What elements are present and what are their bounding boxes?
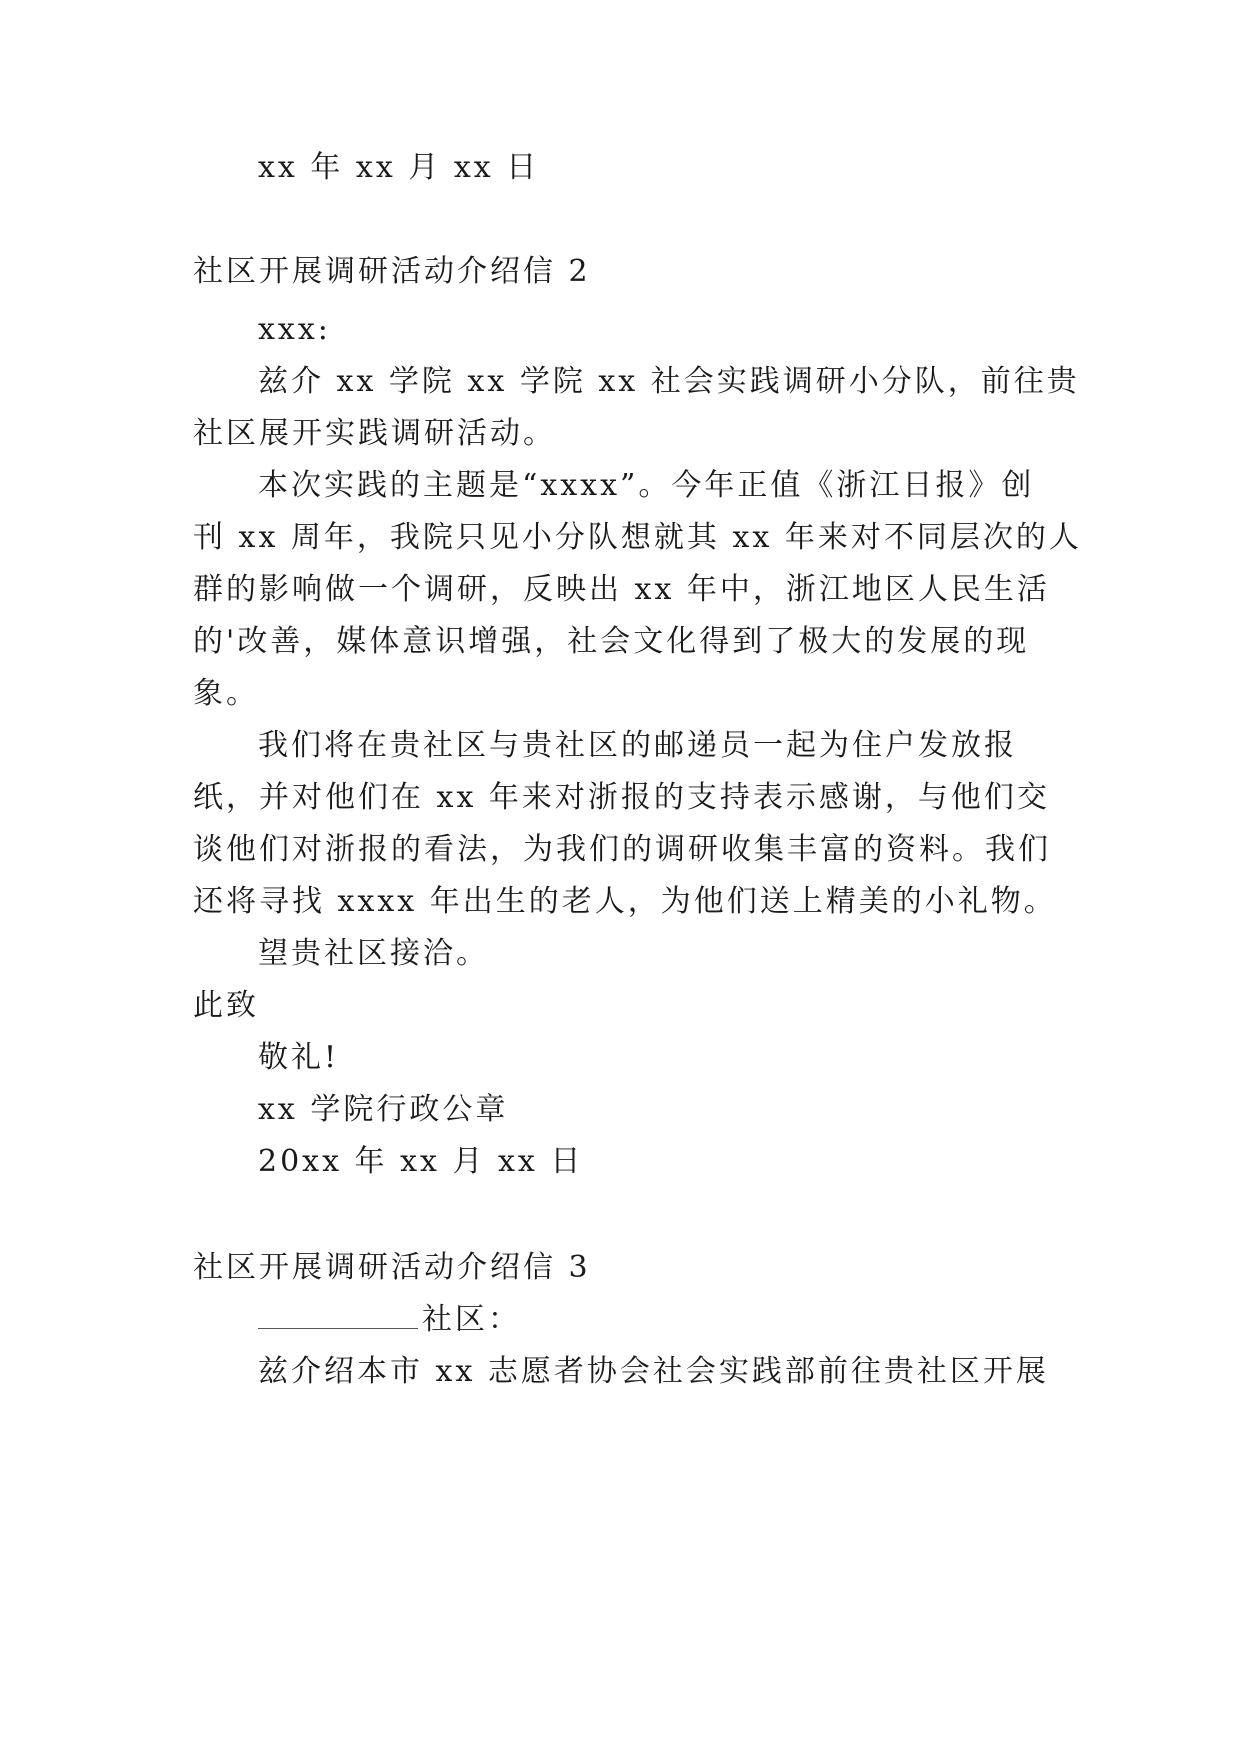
letter-3-salutation bbox=[258, 1300, 521, 1340]
letter-2-body-line: 还将寻找 xxxx 年出生的老人，为他们送上精美的小礼物。 bbox=[193, 884, 1057, 919]
letter-2-body-line: 刊 xx 周年，我院只见小分队想就其 xx 年来对不同层次的人 bbox=[193, 520, 1082, 555]
letter-3-body-line: 兹介绍本市 xx 志愿者协会社会实践部前往贵社区开展 bbox=[258, 1354, 1049, 1389]
letter-2-body-line: 本次实践的主题是“xxxx”。今年正值《浙江日报》创 bbox=[258, 468, 1035, 503]
letter-2-body-line: 的'改善，媒体意识增强，社会文化得到了极大的发展的现 bbox=[193, 624, 1030, 659]
letter-2-regards: 敬礼! bbox=[258, 1040, 340, 1075]
letter-2-title: 社区开展调研活动介绍信 2 bbox=[193, 254, 591, 289]
letter-2-body-line: 我们将在贵社区与贵社区的邮递员一起为住户发放报 bbox=[258, 728, 1017, 763]
letter-2-salutation: xxx: bbox=[258, 312, 331, 347]
salutation-blank-line bbox=[258, 1302, 418, 1329]
letter-2-body-line: 社区展开实践调研活动。 bbox=[193, 416, 556, 451]
previous-letter-date: xx 年 xx 月 xx 日 bbox=[258, 150, 540, 185]
letter-2-signature: xx 学院行政公章 bbox=[258, 1092, 509, 1127]
letter-2-body-line: 纸，并对他们在 xx 年来对浙报的支持表示感谢，与他们交 bbox=[193, 780, 1050, 815]
letter-2-body-line: 谈他们对浙报的看法，为我们的调研收集丰富的资料。我们 bbox=[193, 832, 1051, 867]
letter-3-title: 社区开展调研活动介绍信 3 bbox=[193, 1250, 591, 1285]
letter-2-body-line: 望贵社区接洽。 bbox=[258, 936, 489, 971]
letter-2-body-line: 群的影响做一个调研，反映出 xx 年中，浙江地区人民生活 bbox=[193, 572, 1050, 607]
letter-2-date: 20xx 年 xx 月 xx 日 bbox=[258, 1144, 584, 1179]
letter-2-closing: 此致 bbox=[193, 988, 259, 1023]
letter-3-salutation-suffix: 社区： bbox=[422, 1302, 521, 1337]
letter-2-body-line: 兹介 xx 学院 xx 学院 xx 社会实践调研小分队，前往贵 bbox=[258, 364, 1080, 399]
letter-2-body-line: 象。 bbox=[193, 676, 259, 711]
